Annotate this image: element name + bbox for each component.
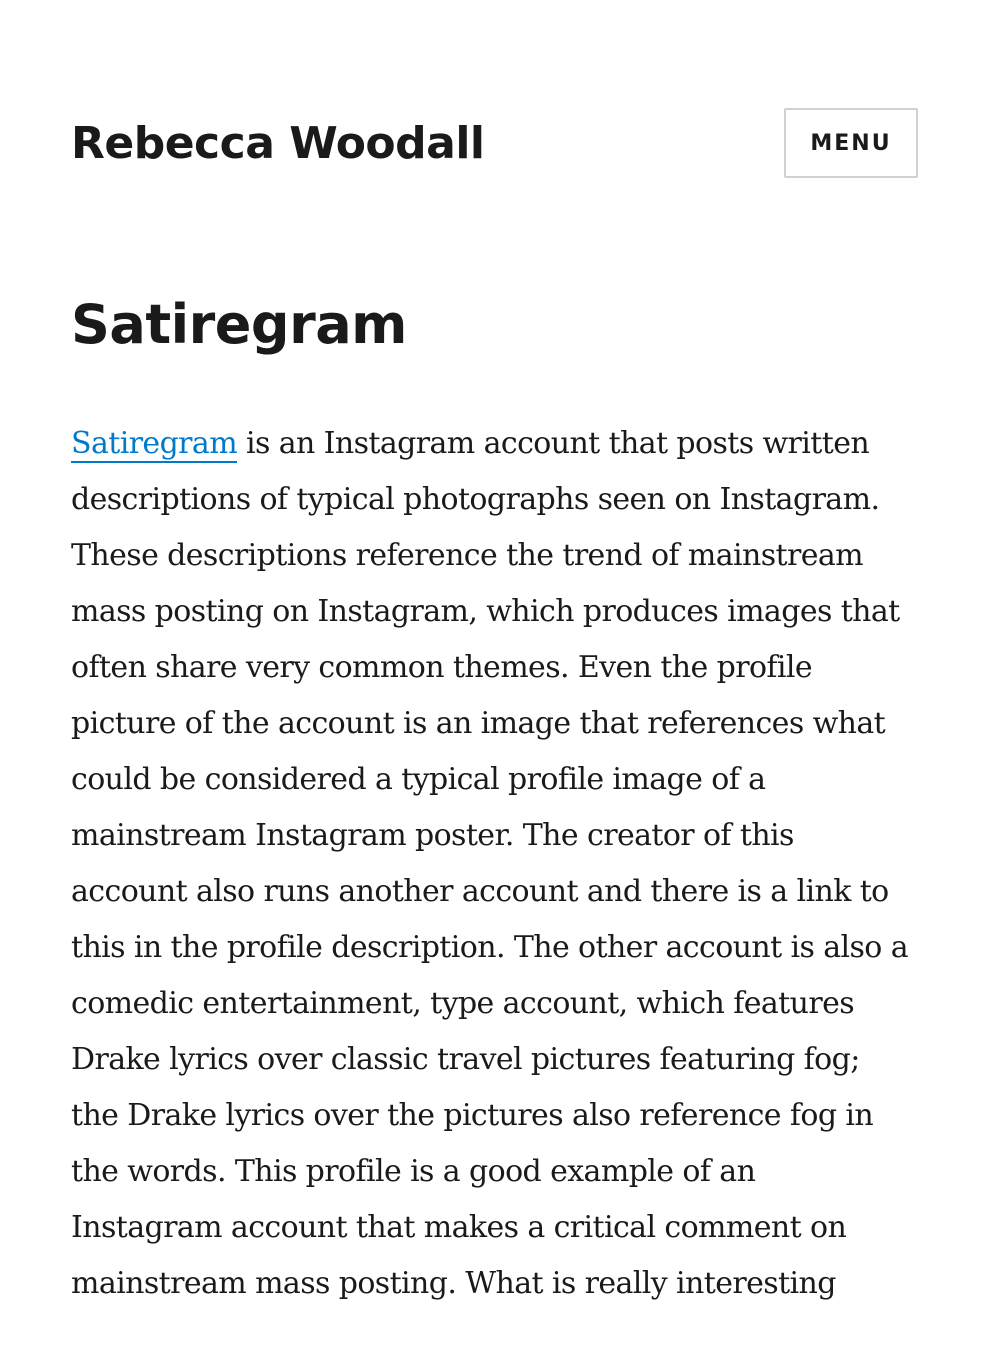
entry-body-text: is an Instagram account that posts written descriptions of typical photographs seen on Instagram. These descriptions reference the trend of mainstream mass posting on Instagram, which produces images that often share very common themes. Even the profile picture of the account is an image that references what could be considered a typical profile image of a mainstream Instagram poster. The creator of this account also runs another account and there is a link to this in the profile description. The other account is also a comedic entertainment, type account, which features Drake lyrics over classic travel pictures featuring fog; the Drake lyrics over the pictures also reference fog in the words. This profile is a good example of an Instagram account that makes a critical comment on mainstream mass posting. What is really interesting	[71, 426, 908, 1301]
menu-button[interactable]: MENU	[784, 108, 918, 178]
page-title: Satiregram	[71, 293, 407, 356]
site-title-link[interactable]: Rebecca Woodall	[71, 118, 485, 169]
satiregram-link[interactable]: Satiregram	[71, 426, 238, 461]
site-header	[71, 108, 918, 178]
entry-content	[71, 416, 911, 1312]
